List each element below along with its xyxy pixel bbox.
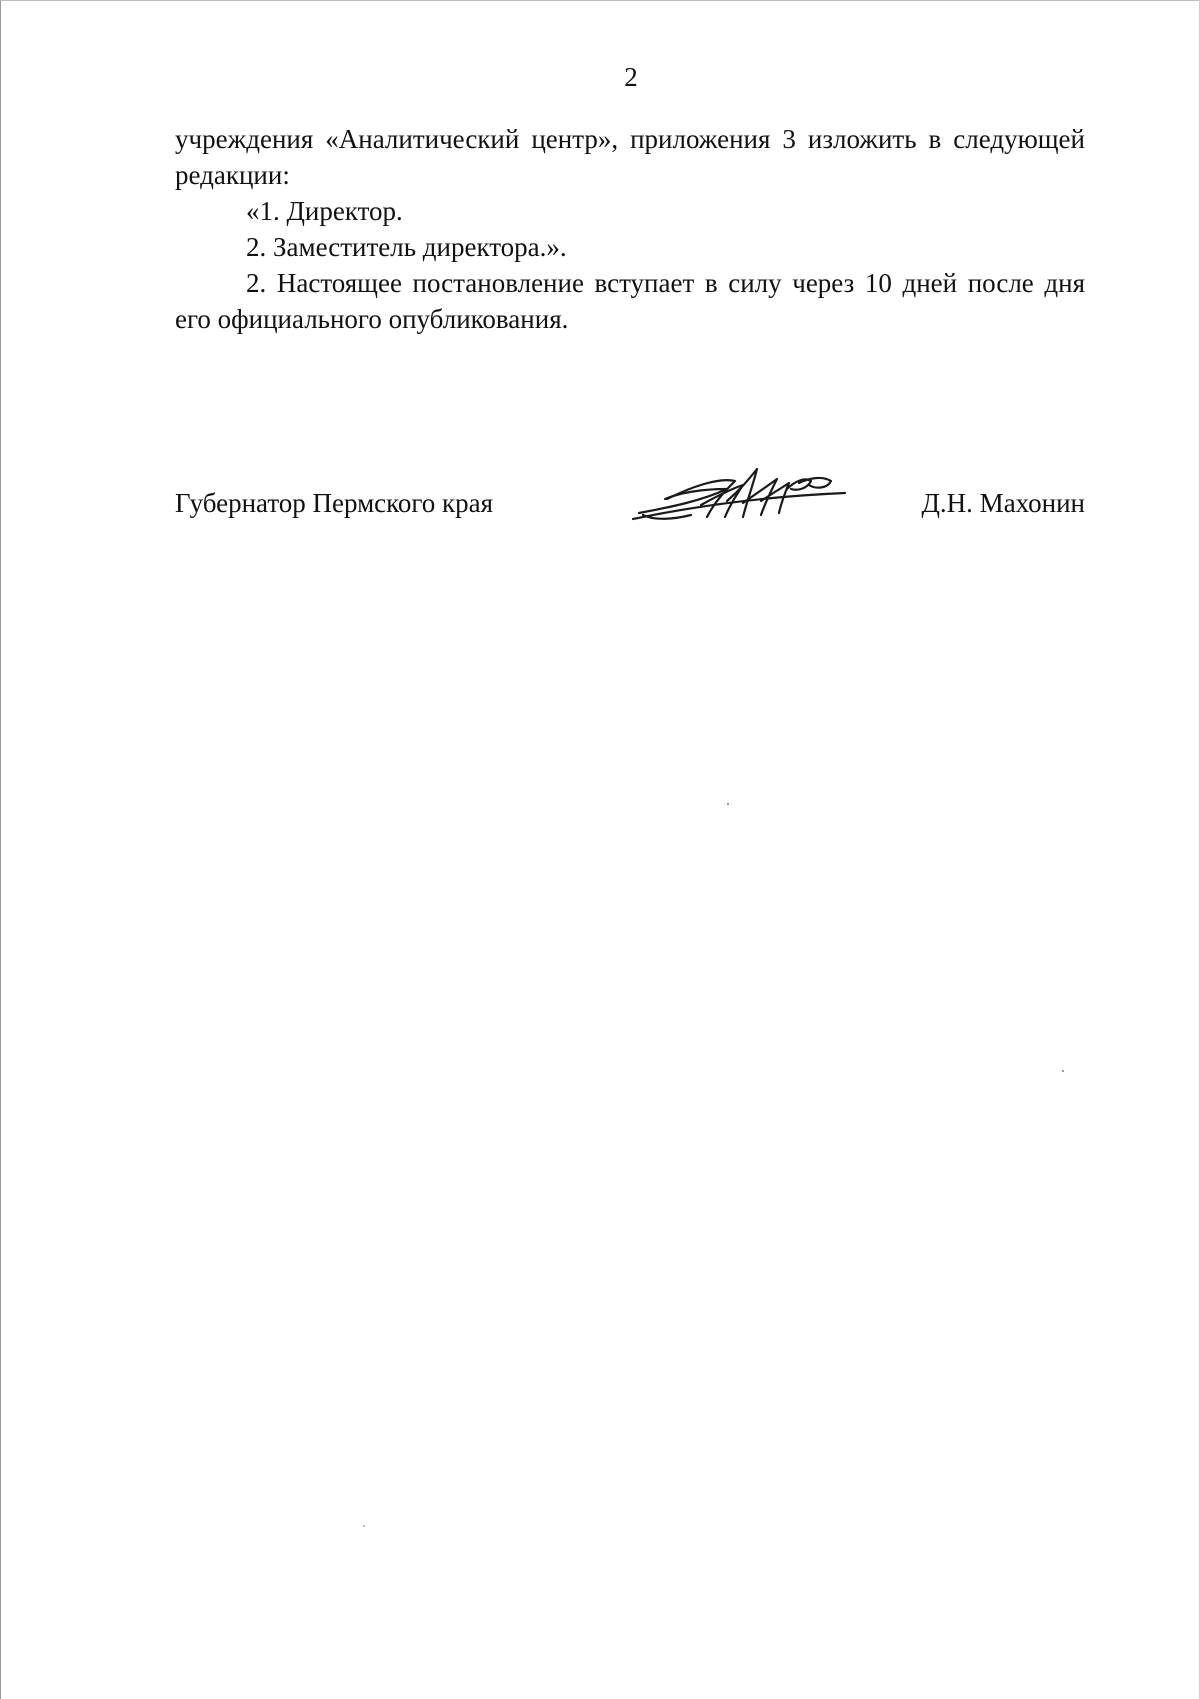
list-item-deputy-director: 2. Заместитель директора.». <box>246 232 567 262</box>
paragraph-continuation: учреждения «Аналитический центр», приложения 3 изложить в следующей редакции: <box>175 124 1085 190</box>
handwritten-signature-icon <box>631 459 851 529</box>
list-item-director: «1. Директор. <box>246 196 403 226</box>
scan-speck <box>363 1525 365 1527</box>
page-number: 2 <box>624 62 638 92</box>
signatory-name: Д.Н. Махонин <box>921 488 1085 518</box>
document-body <box>175 121 1085 337</box>
scan-speck <box>727 803 729 805</box>
scan-speck <box>1062 1070 1064 1072</box>
signature-block <box>175 485 1085 535</box>
signatory-position: Губернатор Пермского края <box>175 488 494 518</box>
paragraph-effective-date: 2. Настоящее постановление вступает в силу через 10 дней после дня его официального опубликования. <box>175 268 1085 334</box>
